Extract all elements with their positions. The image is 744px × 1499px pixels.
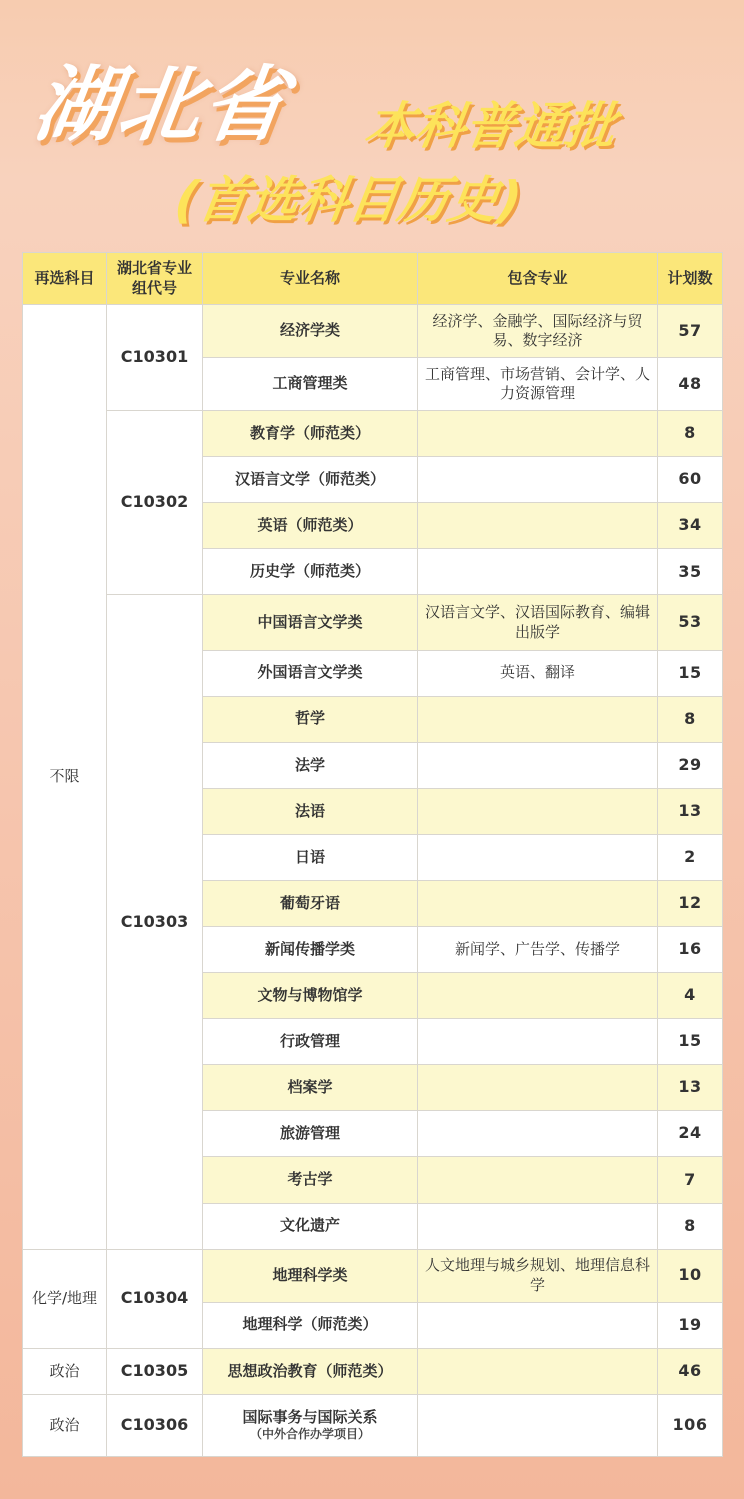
table-row — [23, 595, 723, 650]
includes-cell — [418, 411, 658, 457]
enrollment-table — [22, 252, 723, 1457]
major-name-cell: 地理科学类 — [203, 1249, 418, 1302]
subject-cell: 政治 — [23, 1394, 107, 1456]
program-note: （中外合作办学项目） — [249, 1427, 370, 1442]
plan-cell: 24 — [658, 1111, 723, 1157]
subject-cell: 化学/地理 — [23, 1249, 107, 1348]
plan-cell: 46 — [658, 1348, 723, 1394]
header-plan: 计划数 — [658, 253, 723, 305]
includes-cell — [418, 1348, 658, 1394]
plan-cell: 16 — [658, 927, 723, 973]
plan-cell: 12 — [658, 880, 723, 926]
plan-cell: 48 — [658, 358, 723, 411]
major-name-cell: 法学 — [203, 742, 418, 788]
plan-cell: 106 — [658, 1394, 723, 1456]
enrollment-table-container — [22, 252, 722, 1457]
header-includes: 包含专业 — [418, 253, 658, 305]
plan-cell: 34 — [658, 503, 723, 549]
includes-cell — [418, 549, 658, 595]
includes-cell: 工商管理、市场营销、会计学、人力资源管理 — [418, 358, 658, 411]
includes-cell — [418, 503, 658, 549]
includes-cell — [418, 1157, 658, 1203]
major-name-text: 国际事务与国际关系 — [242, 1407, 378, 1426]
group-code-cell: C10303 — [107, 595, 203, 1249]
table-header-row — [23, 253, 723, 305]
plan-cell: 2 — [658, 834, 723, 880]
plan-cell: 8 — [658, 1203, 723, 1249]
includes-cell — [418, 1394, 658, 1456]
header-group-code: 湖北省专业组代号 — [107, 253, 203, 305]
subtitle-subject: (首选科目历史) — [171, 171, 526, 229]
group-code-cell: C10301 — [107, 305, 203, 411]
includes-cell: 汉语言文学、汉语国际教育、编辑出版学 — [418, 595, 658, 650]
includes-cell: 英语、翻译 — [418, 650, 658, 696]
major-name-cell: 法语 — [203, 788, 418, 834]
major-name-cell: 思想政治教育（师范类） — [203, 1348, 418, 1394]
header-major-name: 专业名称 — [203, 253, 418, 305]
header-subject: 再选科目 — [23, 253, 107, 305]
plan-cell: 8 — [658, 696, 723, 742]
subject-cell: 政治 — [23, 1348, 107, 1394]
title-batch: 本科普通批 — [361, 97, 620, 155]
major-name-cell: 文物与博物馆学 — [203, 973, 418, 1019]
plan-cell: 13 — [658, 1065, 723, 1111]
includes-cell: 经济学、金融学、国际经济与贸易、数字经济 — [418, 305, 658, 358]
major-name-cell: 地理科学（师范类） — [203, 1302, 418, 1348]
includes-cell: 人文地理与城乡规划、地理信息科学 — [418, 1249, 658, 1302]
includes-cell — [418, 1302, 658, 1348]
title-province: 湖北省 — [28, 58, 294, 153]
group-code-cell: C10304 — [107, 1249, 203, 1348]
plan-cell: 19 — [658, 1302, 723, 1348]
plan-cell: 53 — [658, 595, 723, 650]
plan-cell: 10 — [658, 1249, 723, 1302]
table-row — [23, 305, 723, 358]
plan-cell: 13 — [658, 788, 723, 834]
includes-cell — [418, 788, 658, 834]
major-name-cell: 哲学 — [203, 696, 418, 742]
includes-cell — [418, 973, 658, 1019]
group-code-cell: C10306 — [107, 1394, 203, 1456]
major-name-cell: 考古学 — [203, 1157, 418, 1203]
includes-cell — [418, 1111, 658, 1157]
plan-cell: 29 — [658, 742, 723, 788]
includes-cell — [418, 1203, 658, 1249]
major-name-cell: 教育学（师范类） — [203, 411, 418, 457]
major-name-cell: 汉语言文学（师范类） — [203, 457, 418, 503]
major-name-cell: 经济学类 — [203, 305, 418, 358]
major-name-cell: 历史学（师范类） — [203, 549, 418, 595]
includes-cell — [418, 1065, 658, 1111]
plan-cell: 8 — [658, 411, 723, 457]
plan-cell: 35 — [658, 549, 723, 595]
table-row — [23, 1394, 723, 1456]
includes-cell — [418, 457, 658, 503]
table-row — [23, 411, 723, 457]
includes-cell — [418, 834, 658, 880]
major-name-cell: 工商管理类 — [203, 358, 418, 411]
major-name-cell: 葡萄牙语 — [203, 880, 418, 926]
table-row — [23, 1348, 723, 1394]
major-name-cell: 中国语言文学类 — [203, 595, 418, 650]
major-name-cell: 新闻传播学类 — [203, 927, 418, 973]
page-header — [0, 0, 744, 250]
major-name-cell: 英语（师范类） — [203, 503, 418, 549]
plan-cell: 60 — [658, 457, 723, 503]
major-name-cell — [203, 1394, 418, 1456]
major-name-cell: 文化遗产 — [203, 1203, 418, 1249]
plan-cell: 7 — [658, 1157, 723, 1203]
includes-cell — [418, 742, 658, 788]
includes-cell — [418, 1019, 658, 1065]
plan-cell: 15 — [658, 650, 723, 696]
includes-cell: 新闻学、广告学、传播学 — [418, 927, 658, 973]
plan-cell: 57 — [658, 305, 723, 358]
plan-cell: 15 — [658, 1019, 723, 1065]
major-name-cell: 外国语言文学类 — [203, 650, 418, 696]
plan-cell: 4 — [658, 973, 723, 1019]
major-name-cell: 行政管理 — [203, 1019, 418, 1065]
major-name-cell: 日语 — [203, 834, 418, 880]
group-code-cell: C10305 — [107, 1348, 203, 1394]
includes-cell — [418, 696, 658, 742]
subject-cell: 不限 — [23, 305, 107, 1250]
major-name-cell: 旅游管理 — [203, 1111, 418, 1157]
table-row — [23, 1249, 723, 1302]
major-name-cell: 档案学 — [203, 1065, 418, 1111]
includes-cell — [418, 880, 658, 926]
group-code-cell: C10302 — [107, 411, 203, 595]
